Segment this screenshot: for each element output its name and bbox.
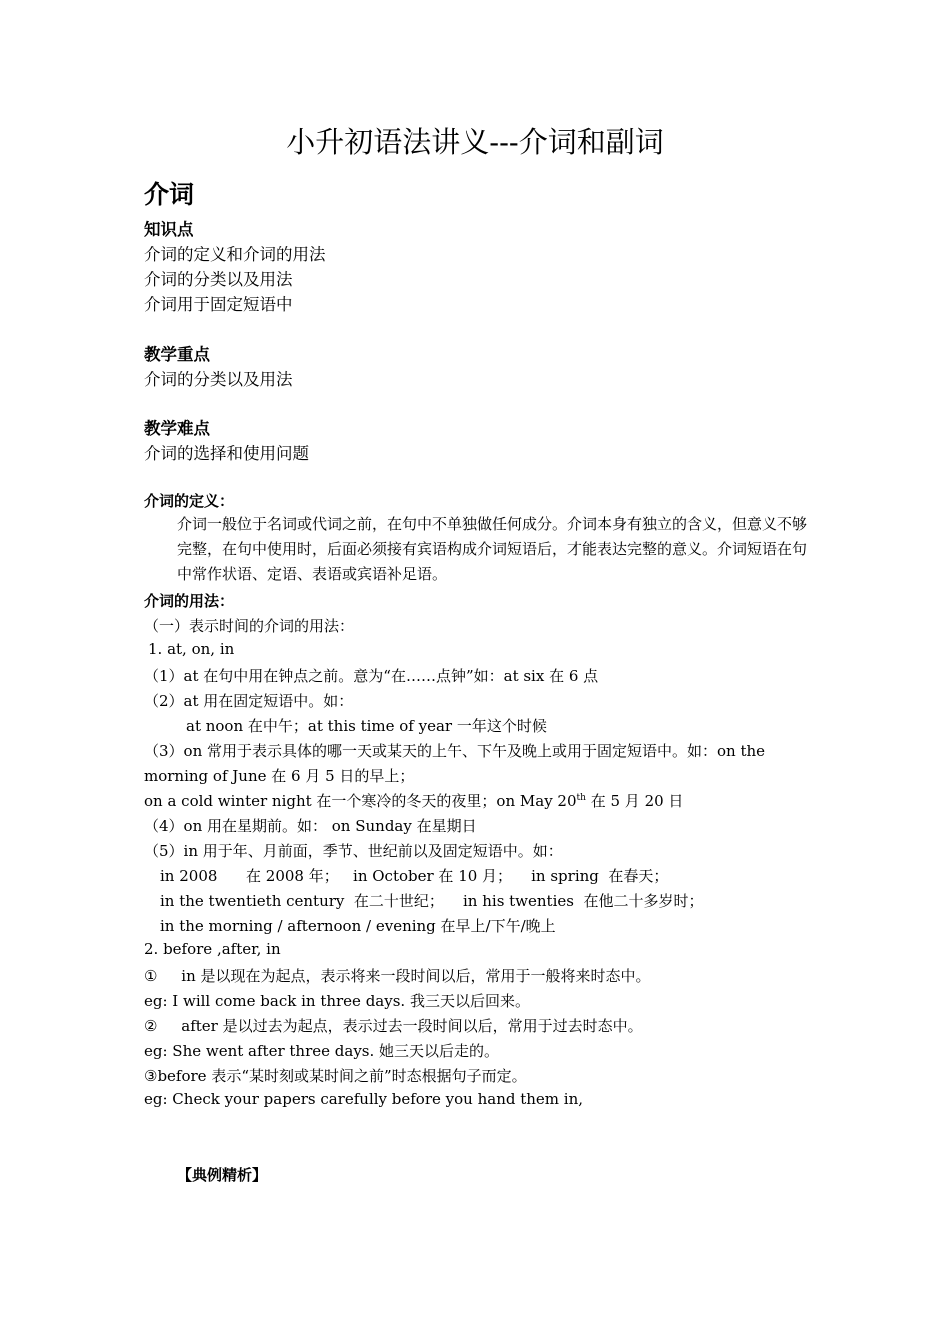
body-line: morning of June 在 6 月 5 日的早上； bbox=[144, 767, 415, 785]
body-line: 2. before ,after, in bbox=[144, 940, 281, 958]
knowledge-item: 介词用于固定短语中 bbox=[144, 295, 293, 314]
focus-heading: 教学重点 bbox=[144, 345, 210, 364]
body-line: ① in 是以现在为起点，表示将来一段时间以后，常用于一般将来时态中。 bbox=[144, 967, 651, 985]
body-line: on a cold winter night 在一个寒冷的冬天的夜里；on May 20th 在 5 月 20 日 bbox=[144, 792, 684, 810]
body-line: （一）表示时间的介词的用法： bbox=[144, 617, 355, 635]
difficulty-heading: 教学难点 bbox=[144, 419, 210, 438]
body-line: in the twentieth century 在二十世纪； in his twenties 在他二十多岁时； bbox=[160, 892, 704, 910]
example-line: eg: Check your papers carefully before you hand them in, bbox=[144, 1090, 584, 1108]
example-line: eg: I will come back in three days. 我三天以后回来。 bbox=[144, 992, 530, 1010]
difficulty-item: 介词的选择和使用问题 bbox=[144, 444, 309, 463]
example-analysis-heading: 【典例精析】 bbox=[177, 1166, 268, 1184]
body-line: in 2008 在 2008 年； in October 在 10 月； in spring 在春天； bbox=[160, 867, 669, 885]
section-heading: 介词 bbox=[144, 180, 195, 209]
body-line: ② after 是以过去为起点，表示过去一段时间以后，常用于过去时态中。 bbox=[144, 1017, 643, 1035]
knowledge-item: 介词的分类以及用法 bbox=[144, 270, 293, 289]
definition-heading: 介词的定义： bbox=[144, 492, 235, 510]
body-line: in the morning / afternoon / evening 在早上/下午/晚上 bbox=[160, 917, 556, 935]
body-line: （5）in 用于年、月前面，季节、世纪前以及固定短语中。如： bbox=[144, 842, 563, 860]
body-line: （4）on 用在星期前。如： on Sunday 在星期日 bbox=[144, 817, 477, 835]
knowledge-heading: 知识点 bbox=[144, 220, 194, 239]
usage-heading: 介词的用法： bbox=[144, 592, 235, 610]
focus-item: 介词的分类以及用法 bbox=[144, 370, 293, 389]
body-line: at noon 在中午；at this time of year 一年这个时候 bbox=[186, 717, 547, 735]
body-line: （1）at 在句中用在钟点之前。意为“在……点钟”如：at six 在 6 点 bbox=[144, 667, 599, 685]
body-line: （2）at 用在固定短语中。如： bbox=[144, 692, 354, 710]
page-title: 小升初语法讲义---介词和副词 bbox=[286, 125, 664, 159]
knowledge-item: 介词的定义和介词的用法 bbox=[144, 245, 326, 264]
example-line: eg: She went after three days. 她三天以后走的。 bbox=[144, 1042, 500, 1060]
body-line: 1. at, on, in bbox=[148, 640, 235, 658]
body-line: ③before 表示“某时刻或某时间之前”时态根据句子而定。 bbox=[144, 1067, 527, 1085]
body-line: （3）on 常用于表示具体的哪一天或某天的上午、下午及晚上或用于固定短语中。如：on the bbox=[144, 742, 766, 760]
definition-paragraph: 介词一般位于名词或代词之前，在句中不单独做任何成分。介词本身有独立的含义，但意义不够完整，在句中使用时，后面必须接有宾语构成介词短语后，才能表达完整的意义。介词短语在句中常作状语、定语、表语或宾语补足语。 bbox=[177, 515, 808, 583]
